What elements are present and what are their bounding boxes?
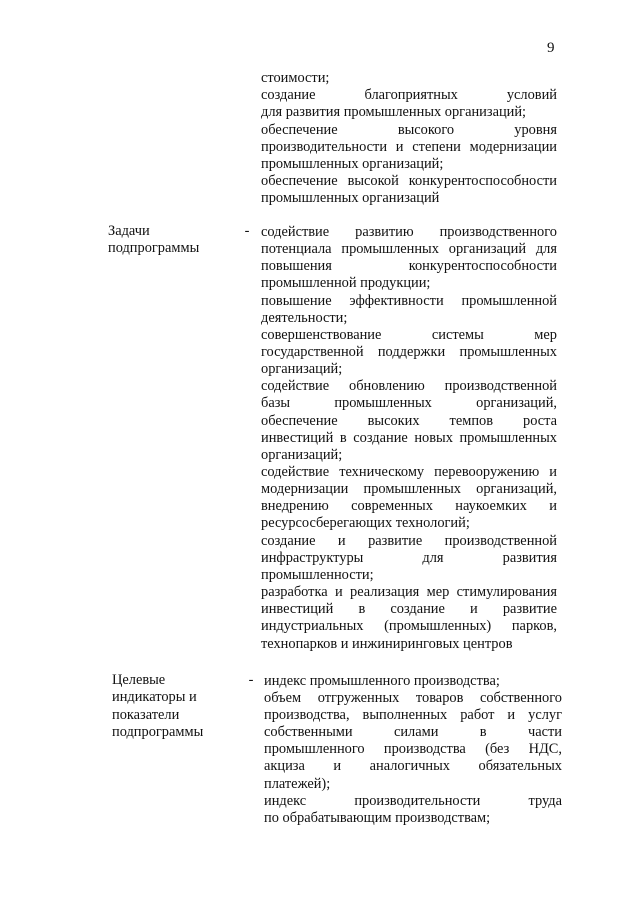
indicators-label-line: подпрограммы [112, 724, 204, 741]
tasks-line: инвестиций в создание и развитие [261, 601, 557, 617]
indicators-line: промышленного производства (без НДС, [264, 741, 562, 757]
tasks-line: модернизации промышленных организаций, [261, 481, 557, 497]
tasks-line: организаций; [261, 361, 343, 377]
tasks-line: потенциала промышленных организаций для [261, 241, 557, 257]
tasks-line: содействие развитию производственного [261, 224, 557, 240]
indicators-line: платежей); [264, 776, 331, 792]
page-number: 9 [547, 40, 555, 56]
indicators-label-line: Целевые [112, 672, 166, 688]
tasks-line: повышения конкурентоспособности [261, 258, 557, 274]
tasks-line: совершенствование системы мер [261, 327, 557, 343]
indicators-line: по обрабатывающим производствам; [264, 810, 491, 826]
tasks-label [108, 223, 199, 258]
tasks-line: разработка и реализация мер стимулирования [261, 584, 557, 600]
goal-line: промышленных организаций; [261, 156, 444, 172]
tasks-line: промышленной продукции; [261, 275, 431, 291]
indicators-line: объем отгруженных товаров собственного [264, 690, 562, 706]
goal-line: обеспечение высокой конкурентоспособности [261, 173, 557, 189]
tasks-line: инвестиций в создание новых промышленных [261, 430, 557, 446]
tasks-line: базы промышленных организаций, [261, 395, 557, 411]
tasks-line: организаций; [261, 447, 343, 463]
goal-line: создание благоприятных условий [261, 87, 557, 103]
goal-line: для развития промышленных организаций; [261, 104, 527, 120]
tasks-line: индустриальных (промышленных) парков, [261, 618, 557, 634]
tasks-line: создание и развитие производственной [261, 533, 557, 549]
tasks-line: содействие обновлению производственной [261, 378, 557, 394]
indicators-line: собственными силами в части [264, 724, 562, 740]
tasks-label-line: подпрограммы [108, 240, 200, 257]
tasks-line: инфраструктуры для развития [261, 550, 557, 566]
tasks-line: внедрению современных наукоемких и [261, 498, 557, 514]
tasks-line: обеспечение высоких темпов роста [261, 413, 557, 429]
indicators-label-line: показатели [112, 706, 180, 723]
indicators-line: производства, выполненных работ и услуг [264, 707, 562, 723]
indicators-label [112, 672, 203, 742]
tasks-line: промышленности; [261, 567, 374, 583]
indicators-line: акциза и аналогичных обязательных [264, 758, 562, 774]
tasks-label-line: Задачи [108, 223, 150, 239]
indicators-line: индекс производительности труда [264, 793, 562, 809]
indicators-line: индекс промышленного производства; [264, 673, 500, 689]
goal-line: производительности и степени модернизации [261, 139, 557, 155]
indicators-label-line: индикаторы и [112, 689, 197, 706]
goal-line: стоимости; [261, 70, 330, 86]
tasks-line: технопарков и инжиниринговых центров [261, 636, 513, 652]
tasks-line: содействие техническому перевооружению и [261, 464, 557, 480]
tasks-line: ресурсосберегающих технологий; [261, 515, 470, 531]
indicators-dash: - [248, 672, 254, 688]
tasks-line: государственной поддержки промышленных [261, 344, 557, 360]
tasks-line: повышение эффективности промышленной [261, 293, 557, 309]
tasks-line: деятельности; [261, 310, 348, 326]
goal-line: промышленных организаций [261, 190, 440, 206]
tasks-dash: - [244, 223, 250, 239]
goal-line: обеспечение высокого уровня [261, 122, 557, 138]
